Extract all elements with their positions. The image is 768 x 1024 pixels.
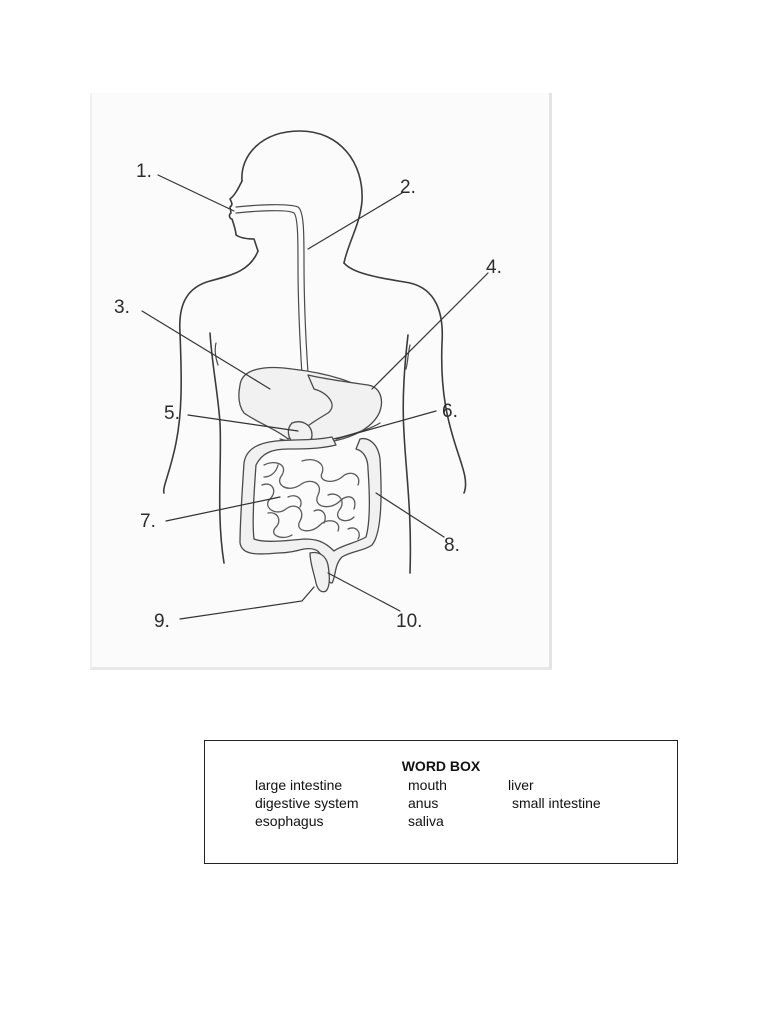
label-10: 10. — [396, 611, 423, 632]
word-digestive-system: digestive system — [255, 795, 359, 811]
word-small-intestine: small intestine — [512, 795, 601, 811]
leader-10 — [328, 573, 400, 611]
label-7: 7. — [140, 511, 156, 532]
digestive-system-diagram — [90, 93, 552, 670]
word-large-intestine: large intestine — [255, 777, 343, 793]
leader-4 — [372, 273, 488, 389]
leader-7 — [166, 497, 280, 521]
leader-3 — [142, 311, 270, 389]
label-3: 3. — [114, 297, 130, 318]
word-box — [204, 740, 678, 864]
label-9: 9. — [154, 611, 170, 632]
word-esophagus: esophagus — [255, 813, 324, 829]
small-intestine — [262, 460, 359, 539]
word-liver: liver — [508, 777, 534, 793]
leader-2 — [308, 193, 402, 249]
head-outline — [242, 131, 362, 263]
esophagus — [236, 205, 308, 375]
face-profile — [229, 181, 258, 251]
label-8: 8. — [444, 535, 460, 556]
label-2: 2. — [400, 177, 416, 198]
label-5: 5. — [164, 403, 180, 424]
diagram-drawing — [92, 93, 554, 670]
leader-1 — [158, 175, 234, 211]
label-4: 4. — [486, 257, 502, 278]
label-1: 1. — [136, 161, 152, 182]
right-torso-side — [403, 335, 410, 573]
leader-9 — [180, 587, 314, 619]
word-mouth: mouth — [408, 777, 447, 793]
left-torso-side — [210, 333, 224, 563]
word-saliva: saliva — [408, 813, 444, 829]
word-anus: anus — [408, 795, 439, 811]
word-box-title: WORD BOX — [401, 758, 481, 774]
left-shoulder-outline — [164, 251, 258, 493]
label-6: 6. — [442, 401, 458, 422]
left-arm-mark — [215, 343, 218, 365]
